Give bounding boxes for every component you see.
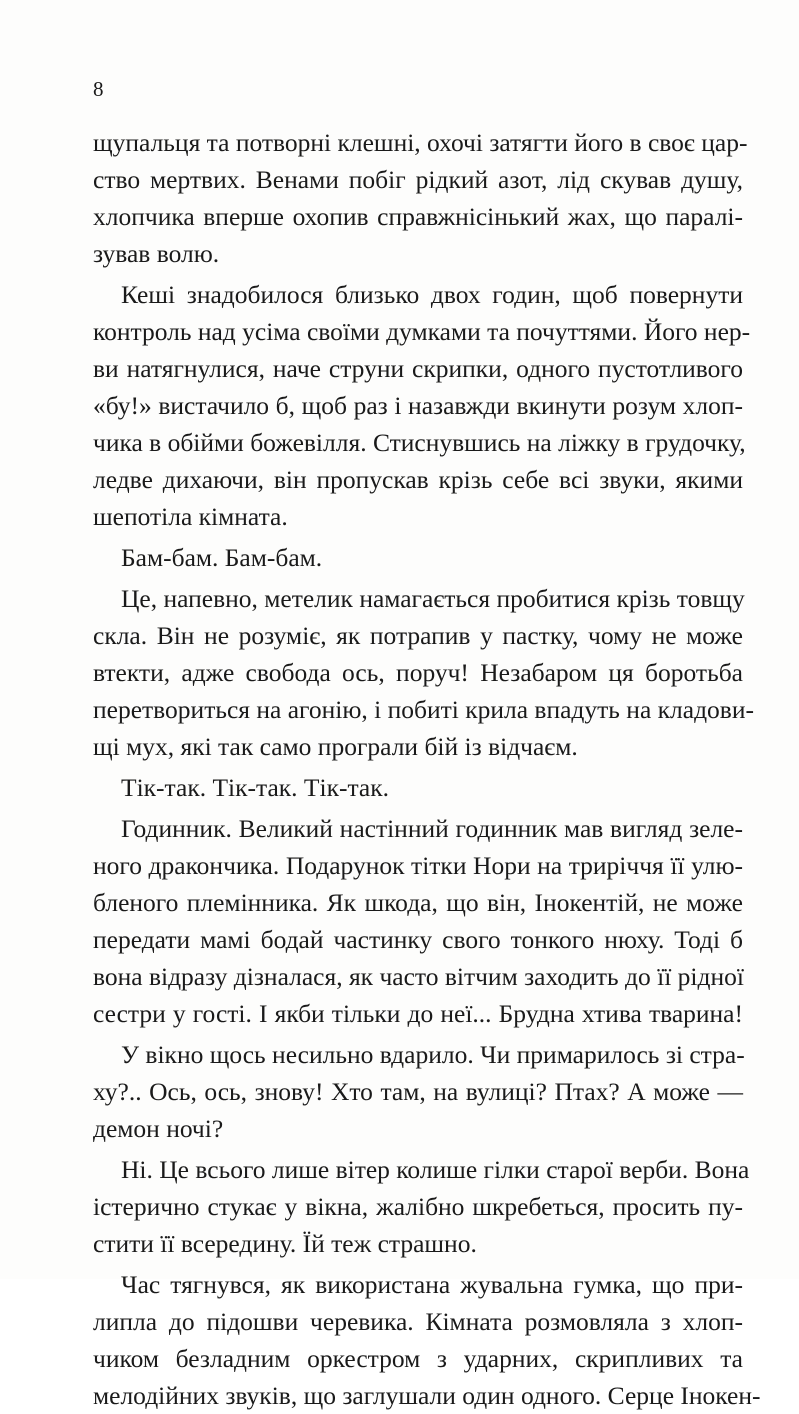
text-line: ного дракончика. Подарунок тітки Нори на триріччя її улю-: [93, 851, 743, 880]
text-line: ви натягнулися, наче струни скрипки, одного пустотливого: [93, 354, 743, 383]
paragraph-6: [93, 810, 743, 1032]
paragraph-5: [93, 769, 743, 806]
text-line: демон ночі?: [93, 1114, 224, 1143]
text-line: ледве дихаючи, він пропускав крізь себе всі звуки, якими: [93, 465, 743, 494]
paragraph-2: [93, 276, 751, 535]
text-line: стити її всередину. Їй теж страшно.: [93, 1229, 477, 1258]
text-line: чика в обійми божевілля. Стиснувшись на ліжку в грудочку,: [93, 428, 746, 457]
text-line: Годинник. Великий настінний годинник мав вигляд зеле-: [121, 814, 743, 843]
paragraph-8: [93, 1151, 750, 1262]
text-line: зував волю.: [93, 239, 220, 268]
paragraph-4: [93, 580, 754, 765]
text-line: скла. Він не розуміє, як потрапив у пастку, чому не може: [93, 621, 743, 650]
text-line: липла до підошви черевика. Кімната розмовляла з хлоп-: [93, 1307, 743, 1336]
text-line: У вікно щось несильно вдарило. Чи примарилось зі стра-: [121, 1040, 745, 1069]
text-line: перетвориться на агонію, і побиті крила впадуть на кладови-: [93, 695, 754, 724]
text-line: Бам-бам. Бам-бам.: [121, 543, 323, 572]
text-line: Ні. Це всього лише вітер колише гілки старої верби. Вона: [121, 1155, 750, 1184]
text-line: Час тягнувся, як використана жувальна гумка, що при-: [121, 1270, 743, 1299]
text-line: Кеші знадобилося близько двох годин, щоб повернути: [121, 280, 743, 309]
paragraph-3: [93, 539, 743, 576]
text-line: ство мертвих. Венами побіг рідкий азот, лід скував душу,: [93, 165, 743, 194]
text-line: передати мамі бодай частинку свого тонкого нюху. Тоді б: [93, 925, 743, 954]
paragraph-7: [93, 1036, 743, 1147]
paragraph-1: [93, 124, 748, 272]
text-line: втекти, адже свобода ось, поруч! Незабаром ця боротьба: [93, 658, 743, 687]
text-line: контроль над усіма своїми думками та почуттями. Його нер-: [93, 317, 751, 346]
text-line: бленого племінника. Як шкода, що він, Інокентій, не може: [93, 888, 743, 917]
text-line: вона відразу дізналася, як часто вітчим заходить до її рідної: [93, 962, 744, 991]
text-line: сестри у гості. І якби тільки до неї... Брудна хтива тварина!: [93, 999, 743, 1028]
text-line: ху?.. Ось, ось, знову! Хто там, на вулиці? Птах? А може —: [93, 1077, 743, 1106]
text-line: Тік-так. Тік-так. Тік-так.: [121, 773, 389, 802]
text-line: шепотіла кімната.: [93, 502, 288, 531]
text-line: мелодійних звуків, що заглушали один одного. Серце Інокен-: [93, 1381, 761, 1410]
text-line: Це, напевно, метелик намагається пробитися крізь товщу: [121, 584, 745, 613]
text-line: хлопчика вперше охопив справжнісінький жах, що паралі-: [93, 202, 743, 231]
text-line: істерично стукає у вікна, жалібно шкребеться, просить пу-: [93, 1192, 743, 1221]
page-number: 8: [93, 77, 104, 101]
text-line: щупальця та потворні клешні, охочі затягти його в своє цар-: [93, 128, 748, 157]
body-text: [93, 124, 761, 1414]
text-line: щі мух, які так само програли бій із відчаєм.: [93, 732, 578, 761]
text-line: «бу!» вистачило б, щоб раз і назавжди вкинути розум хлоп-: [93, 391, 743, 420]
paragraph-9: [93, 1266, 761, 1414]
text-line: чиком безладним оркестром з ударних, скрипливих та: [93, 1344, 743, 1373]
